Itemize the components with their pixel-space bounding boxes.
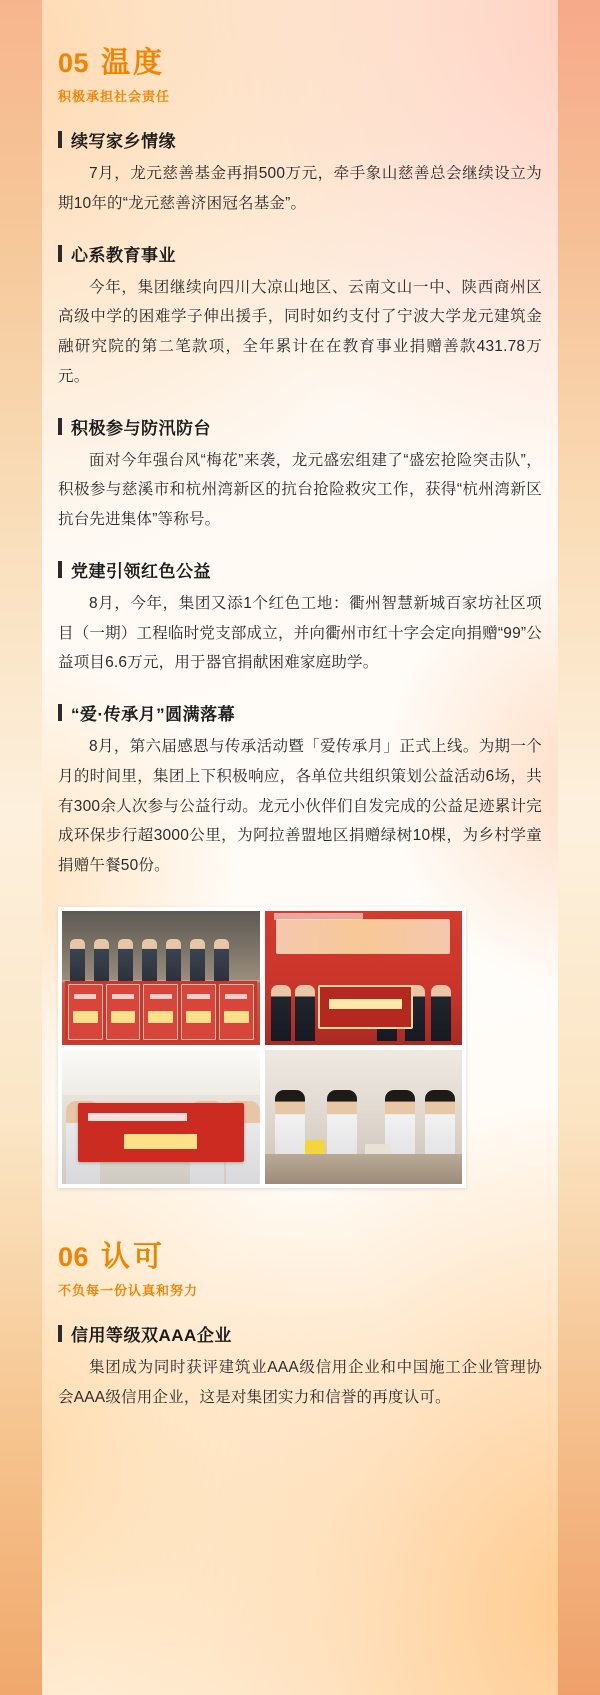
subsection-heading-5 <box>58 700 542 725</box>
heading-bar-icon <box>58 418 62 435</box>
person-figure <box>327 1090 357 1160</box>
photo-award-ceremony <box>62 911 260 1045</box>
section-title-row-06 <box>58 1234 542 1275</box>
subsection-heading-text: 心系教育事业 <box>71 245 176 265</box>
heading-bar-icon <box>58 131 62 148</box>
person-figure <box>425 1090 455 1160</box>
heading-bar-icon <box>58 561 62 578</box>
section-name: 认可 <box>101 1240 166 1273</box>
person-figure <box>275 1090 305 1160</box>
paragraph-6: 集团成为同时获评建筑业AAA级信用企业和中国施工企业管理协会AAA级信用企业，这是对集团实力和信誉的再度认可。 <box>58 1358 542 1406</box>
subsection-heading-2 <box>58 241 542 266</box>
person-figure <box>190 939 205 983</box>
subsection-heading-4 <box>58 557 542 582</box>
person-figure <box>431 985 451 1041</box>
donation-card <box>181 984 216 1040</box>
heading-bar-icon <box>58 1325 62 1342</box>
heading-bar-icon <box>58 704 62 721</box>
subsection-heading-text: 党建引领红色公益 <box>71 561 211 581</box>
ceremony-title-text <box>276 919 450 954</box>
donation-card <box>68 984 103 1040</box>
section-header-05 <box>58 0 542 105</box>
section-subtitle: 积极承担社会责任 <box>58 89 171 104</box>
section-title-row-05 <box>58 40 542 81</box>
yellow-object <box>305 1140 325 1156</box>
section-header-06 <box>58 1234 542 1299</box>
person-figure <box>70 939 85 983</box>
paragraph-4: 8月，今年，集团又添1个红色工地：衢州智慧新城百家坊社区项目（一期）工程临时党支部成立，并向衢州市红十字会定向捐赠“99”公益项目6.6万元，用于器官捐献困难家庭助学。 <box>58 594 542 672</box>
photo-red-cross-banner <box>62 1050 260 1184</box>
subsection-heading-text: 信用等级双AAA企业 <box>71 1325 232 1345</box>
heading-bar-icon <box>58 245 62 262</box>
person-figure <box>295 985 315 1041</box>
paragraph-2: 今年，集团继续向四川大凉山地区、云南文山一中、陕西商州区高级中学的困难学子伸出援手，同时如约支付了宁波大学龙元建筑金融研究院的第二笔款项，全年累计在在教育事业捐赠善款431.78万元。 <box>58 278 542 385</box>
paragraph-5: 8月，第六届感恩与传承活动暨「爱传承月」正式上线。为期一个月的时间里，集团上下积极响应，各单位共组织策划公益活动6场，共有300余人次参与公益行动。龙元小伙伴们自发完成的公益足迹累计完成环保步行超3000公里，为阿拉善盟地区捐赠绿树10棵，为乡村学童捐赠午餐50份。 <box>58 738 542 874</box>
paragraph-3: 面对今年强台风“梅花”来袭，龙元盛宏组建了“盛宏抢险突击队”，积极参与慈溪市和杭州湾新区的抗台抢险救灾工作，获得“杭州湾新区抗台先进集体”等称号。 <box>58 451 542 528</box>
photo-volunteer-activity <box>265 1050 463 1184</box>
subsection-heading-3 <box>58 414 542 439</box>
paragraph-1: 7月，龙元慈善基金再捐500万元，牵手象山慈善总会继续设立为期10年的“龙元慈善济困冠名基金”。 <box>58 165 542 212</box>
person-figure <box>166 939 181 983</box>
subsection-heading-text: “爱·传承月”圆满落幕 <box>71 705 236 724</box>
subsection-heading-text: 积极参与防汛防台 <box>71 418 211 438</box>
donation-sign-board <box>318 985 413 1029</box>
donation-card <box>143 984 178 1040</box>
donation-cards-banner <box>65 981 257 1043</box>
room-wall <box>62 1050 260 1096</box>
photo-gallery <box>58 907 466 1188</box>
table-surface <box>265 1154 463 1183</box>
donation-card <box>106 984 141 1040</box>
person-figure <box>94 939 109 983</box>
section-subtitle: 不负每一份认真和努力 <box>58 1282 199 1298</box>
section-name: 温度 <box>101 47 166 79</box>
section-number: 06 <box>58 1241 90 1272</box>
person-figure <box>214 939 229 983</box>
red-banner <box>78 1103 244 1162</box>
photo-donation-ceremony <box>265 911 463 1045</box>
subsection-heading-1 <box>58 127 542 152</box>
donation-card <box>219 984 254 1040</box>
person-figure <box>271 985 291 1041</box>
subsection-heading-text: 续写家乡情缘 <box>71 132 176 151</box>
subsection-heading-6 <box>58 1321 542 1346</box>
person-figure <box>118 939 133 983</box>
stage-backdrop <box>62 911 260 981</box>
section-number: 05 <box>58 48 90 78</box>
person-figure <box>142 939 157 983</box>
